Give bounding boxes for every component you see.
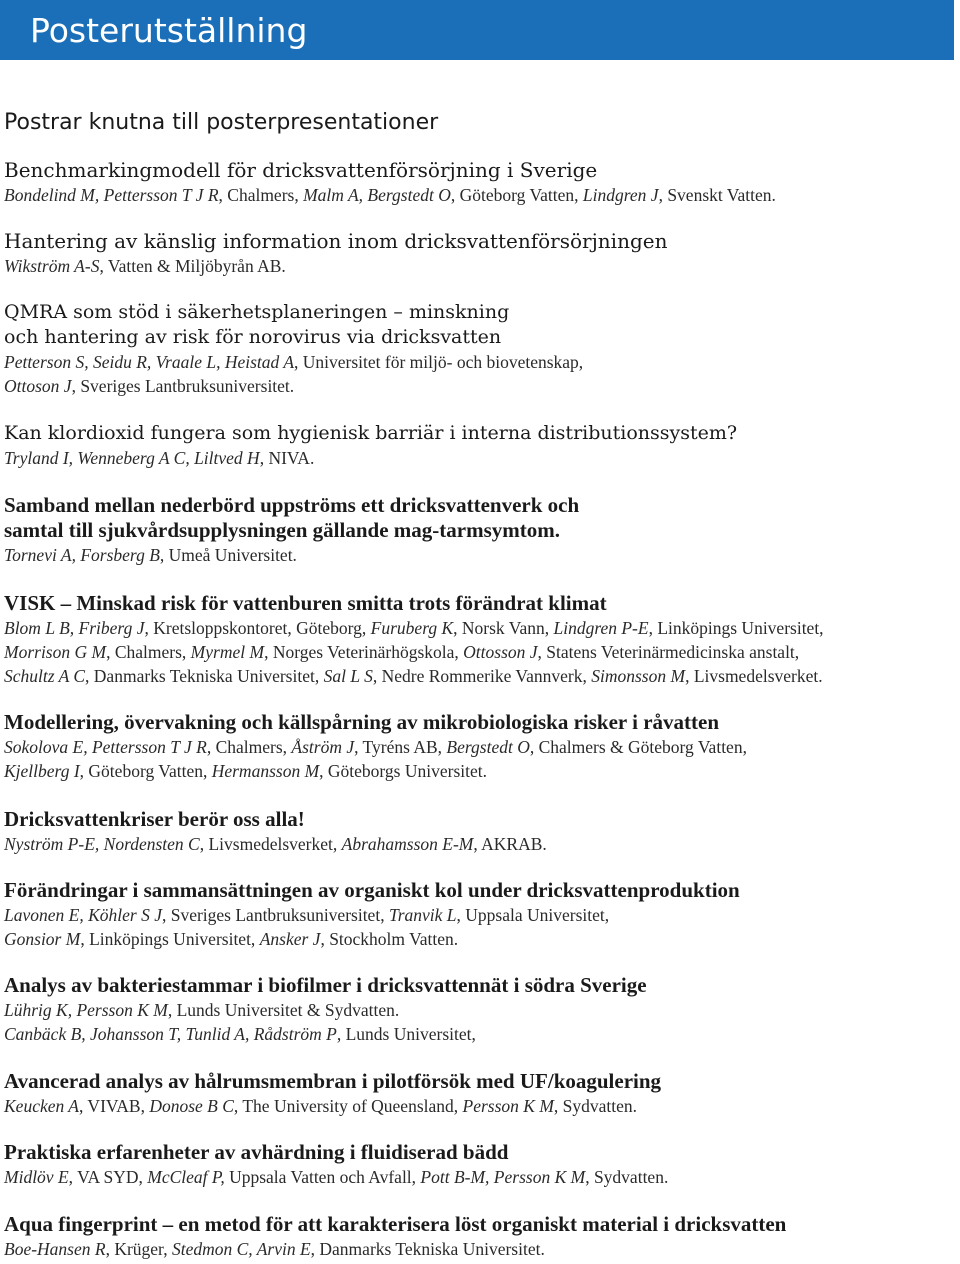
author-names: Gonsior M (4, 929, 81, 949)
author-names: Wikström A-S (4, 256, 100, 276)
affiliation: , Lunds Universitet, (336, 1024, 476, 1044)
author-names: Ottosson J (463, 642, 538, 662)
poster-entry (4, 1069, 661, 1118)
affiliation: , Statens Veterinärmedicinska anstalt, (537, 642, 800, 662)
poster-authors (4, 616, 824, 640)
author-names: Keucken A (4, 1096, 79, 1116)
poster-entry (4, 229, 667, 278)
author-names: Myrmel M (190, 642, 265, 662)
poster-authors (4, 350, 583, 374)
affiliation: , Linköpings Universitet, (648, 618, 824, 638)
poster-title: Samband mellan nederbörd uppströms ett dricksvattenverk och (4, 493, 580, 517)
author-names: Blom L B, Friberg J (4, 618, 145, 638)
poster-entry (4, 493, 579, 567)
affiliation: , Chalmers & Göteborg Vatten, (529, 737, 747, 757)
poster-entry (4, 1212, 786, 1261)
affiliation: , Vatten & Miljöbyrån AB. (99, 256, 286, 276)
poster-title: Avancerad analys av hålrumsmembran i pilotförsök med UF/koagulering (4, 1069, 662, 1093)
affiliation: , Krüger, (105, 1239, 172, 1259)
affiliation: , AKRAB. (473, 834, 547, 854)
affiliation: , Chalmers, (106, 642, 191, 662)
author-names: Stedmon C, Arvin E (171, 1239, 311, 1259)
affiliation: , NIVA. (259, 448, 315, 468)
poster-title: Modellering, övervakning och källspårning av mikrobiologiska risker i råvatten (4, 710, 720, 734)
author-names: Ansker J (259, 929, 321, 949)
affiliation: , Sveriges Lantbruksuniversitet, (161, 905, 389, 925)
poster-authors (4, 1094, 661, 1118)
affiliation: , Danmarks Tekniska Universitet, (85, 666, 324, 686)
author-names: Lavonen E, Köhler S J (4, 905, 162, 925)
poster-authors (4, 1022, 647, 1046)
author-names: Morrison G M (4, 642, 107, 662)
affiliation: , Chalmers, (218, 185, 304, 205)
poster-authors (4, 735, 747, 759)
affiliation: , Stockholm Vatten. (320, 929, 459, 949)
author-names: Kjellberg I (4, 761, 80, 781)
header-banner (0, 0, 954, 60)
author-names: Hermansson M (211, 761, 320, 781)
author-names: Ottoson J (4, 376, 72, 396)
author-names: Tornevi A, Forsberg B (4, 545, 160, 565)
affiliation: , Kretsloppskontoret, Göteborg, (144, 618, 371, 638)
poster-title: VISK – Minskad risk för vattenburen smitta trots förändrat klimat (4, 591, 607, 615)
affiliation: , Livsmedelsverket. (685, 666, 823, 686)
poster-authors (4, 543, 579, 567)
poster-entry (4, 878, 740, 951)
affiliation: , Nedre Rommerike Vannverk, (372, 666, 592, 686)
author-names: Bergstedt O (446, 737, 530, 757)
author-names: Pott B-M, Persson K M (420, 1167, 586, 1187)
poster-title: Praktiska erfarenheter av avhärdning i fluidiserad bädd (4, 1140, 509, 1164)
author-names: Tryland I, Wenneberg A C, Liltved H (4, 448, 260, 468)
affiliation: Uppsala Vatten och Avfall, (224, 1167, 421, 1187)
author-names: Canbäck B, Johansson T, Tunlid A, Rådström P (4, 1024, 337, 1044)
author-names: Malm A, Bergstedt O (303, 185, 451, 205)
affiliation: , Linköpings Universitet, (80, 929, 260, 949)
author-names: Tranvik L (388, 905, 457, 925)
affiliation: , Danmarks Tekniska Universitet. (310, 1239, 545, 1259)
affiliation: , Göteborg Vatten, (79, 761, 212, 781)
poster-title: Aqua fingerprint – en metod för att karakterisera löst organiskt material i dricksvatten (4, 1212, 787, 1236)
author-names: Lührig K, Persson K M (4, 1000, 168, 1020)
poster-title: Benchmarkingmodell för dricksvattenförsörjning i Sverige (4, 158, 598, 182)
affiliation: , Sydvatten. (553, 1096, 638, 1116)
poster-entry (4, 300, 583, 398)
affiliation: , Chalmers, (206, 737, 292, 757)
poster-authors (4, 374, 583, 398)
poster-authors (4, 1165, 668, 1189)
poster-authors (4, 998, 647, 1022)
poster-title: samtal till sjukvårdsupplysningen gällande mag-tarmsymtom. (4, 518, 560, 542)
author-names: Petterson S, Seidu R, Vraale L, Heistad A (4, 352, 295, 372)
poster-entry (4, 973, 647, 1046)
poster-title: Analys av bakteriestammar i biofilmer i dricksvattennät i södra Sverige (4, 973, 647, 997)
author-names: Simonsson M (591, 666, 686, 686)
author-names: Schultz A C (4, 666, 86, 686)
poster-entry (4, 710, 747, 783)
poster-title: Förändringar i sammansättningen av organiskt kol under dricksvattenproduktion (4, 878, 740, 902)
affiliation: , Norsk Vann, (453, 618, 554, 638)
author-names: Boe-Hansen R (4, 1239, 106, 1259)
poster-authors (4, 640, 824, 664)
poster-title: Kan klordioxid fungera som hygienisk barriär i interna distributionssystem? (4, 422, 738, 444)
poster-authors (4, 927, 740, 951)
affiliation: , Göteborg Vatten, (450, 185, 583, 205)
affiliation: , VIVAB, (79, 1096, 150, 1116)
poster-authors (4, 446, 737, 470)
affiliation: , Livsmedelsverket, (199, 834, 342, 854)
poster-title: Dricksvattenkriser berör oss alla! (4, 807, 305, 831)
affiliation: , Umeå Universitet. (159, 545, 297, 565)
author-names: McCleaf P, (147, 1167, 225, 1187)
author-names: Bondelind M, Pettersson T J R (4, 185, 219, 205)
author-names: Lindgren P-E (553, 618, 649, 638)
affiliation: , Uppsala Universitet, (456, 905, 610, 925)
poster-entry (4, 158, 776, 207)
poster-entry (4, 421, 737, 470)
poster-title: QMRA som stöd i säkerhetsplaneringen – minskning (4, 301, 510, 323)
affiliation: , Norges Veterinärhögskola, (264, 642, 464, 662)
poster-authors (4, 832, 547, 856)
affiliation: , Göteborgs Universitet. (319, 761, 488, 781)
affiliation: , The University of Queensland, (233, 1096, 463, 1116)
author-names: Abrahamsson E-M (341, 834, 474, 854)
author-names: Lindgren J (582, 185, 659, 205)
affiliation: , Svenskt Vatten. (658, 185, 776, 205)
poster-authors (4, 183, 776, 207)
affiliation: , Lunds Universitet & Sydvatten. (167, 1000, 400, 1020)
poster-authors (4, 664, 824, 688)
affiliation: , Tyréns AB, (354, 737, 447, 757)
author-names: Sokolova E, Pettersson T J R (4, 737, 207, 757)
poster-authors (4, 254, 667, 278)
affiliation: , Sveriges Lantbruksuniversitet. (71, 376, 295, 396)
poster-entry (4, 1140, 668, 1189)
poster-title: Hantering av känslig information inom dricksvattenförsörjningen (4, 229, 668, 253)
poster-authors (4, 759, 747, 783)
page-title: Posterutställning (30, 11, 308, 50)
author-names: Sal L S (323, 666, 373, 686)
author-names: Furuberg K (370, 618, 454, 638)
affiliation: , Sydvatten. (585, 1167, 669, 1187)
author-names: Persson K M (462, 1096, 554, 1116)
author-names: Nyström P-E, Nordensten C (4, 834, 200, 854)
section-heading: Postrar knutna till posterpresentationer (4, 110, 439, 135)
poster-title: och hantering av risk för norovirus via dricksvatten (4, 326, 502, 348)
affiliation: , VA SYD, (68, 1167, 148, 1187)
poster-entry (4, 591, 824, 688)
poster-authors (4, 1237, 786, 1261)
author-names: Åström J (291, 737, 355, 757)
author-names: Donose B C (149, 1096, 234, 1116)
poster-authors (4, 903, 740, 927)
poster-entry (4, 807, 547, 856)
author-names: Midlöv E (4, 1167, 69, 1187)
affiliation: , Universitet för miljö- och biovetenskap, (294, 352, 584, 372)
